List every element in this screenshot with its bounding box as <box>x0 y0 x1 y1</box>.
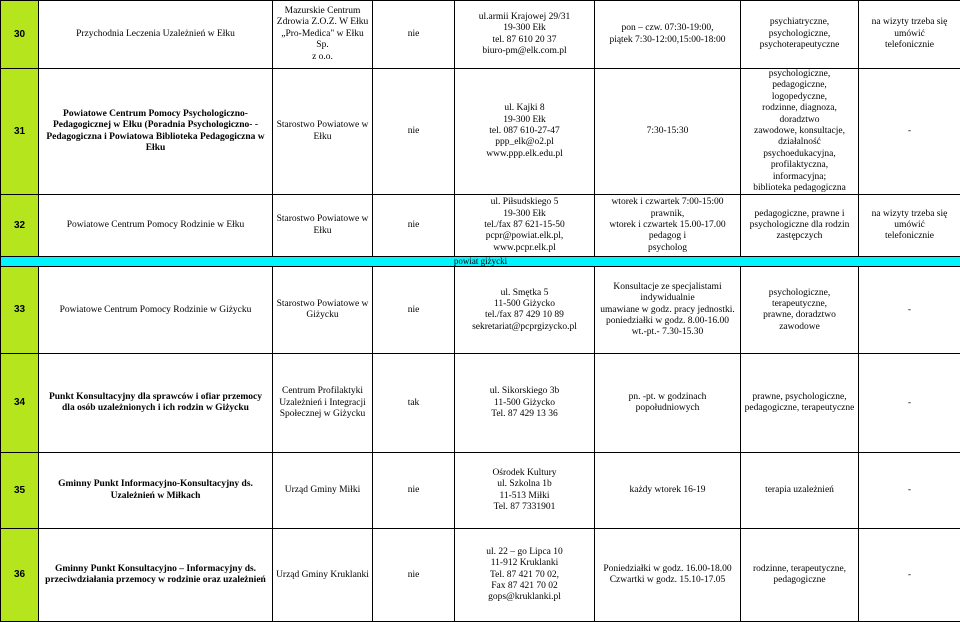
institution-operator: Starostwo Powiatowe w Ełku <box>273 195 373 257</box>
table-row <box>1 529 960 622</box>
remarks: - <box>859 267 960 354</box>
institution-operator: Starostwo Powiatowe w Giżycku <box>273 267 373 354</box>
row-number: 30 <box>1 1 39 69</box>
contact-details: ul.armii Krajowej 29/31 19-300 Ełk tel. 87 610 20 37 biuro-pm@elk.com.pl <box>455 1 595 69</box>
services-offered: psychologiczne, terapeutyczne, prawne, doradztwo zawodowe <box>741 267 859 354</box>
services-offered: pedagogiczne, prawne i psychologiczne dla rodzin zastępczych <box>741 195 859 257</box>
section-label: powiat giżycki <box>1 257 960 267</box>
opening-hours: Konsultacje ze specjalistami indywidualnie umawiane w godz. pracy jednostki. poniedziałki w godz. 8.00-16.00 wt.-pt.- 7.30-15.30 <box>595 267 741 354</box>
institution-name: Powiatowe Centrum Pomocy Psychologiczno-Pedagogicznej w Ełku (Poradnia Psychologiczno- -Pedagogiczna i Powiatowa Biblioteka Pedagogiczna w Ełku <box>39 69 273 195</box>
contact-details: ul. Kajki 8 19-300 Ełk tel. 087 610-27-47 ppp_elk@o2.pl www.ppp.elk.edu.pl <box>455 69 595 195</box>
table-row <box>1 1 960 69</box>
services-offered: psychiatryczne, psychologiczne, psychoterapeutyczne <box>741 1 859 69</box>
fee-required: nie <box>373 69 455 195</box>
row-number: 36 <box>1 529 39 622</box>
row-number: 31 <box>1 69 39 195</box>
contact-details: ul. 22 – go Lipca 10 11-912 Kruklanki Tel. 87 421 70 02, Fax 87 421 70 02 gops@kruklanki.pl <box>455 529 595 622</box>
fee-required: nie <box>373 529 455 622</box>
table-row <box>1 267 960 354</box>
row-number: 34 <box>1 354 39 453</box>
institution-name: Powiatowe Centrum Pomocy Rodzinie w Giżycku <box>39 267 273 354</box>
table-row <box>1 354 960 453</box>
fee-required: tak <box>373 354 455 453</box>
services-offered: psychologiczne, pedagogiczne, logopedyczne, rodzinne, diagnoza, doradztwo zawodowe, konsultacje, działalność psychoedukacyjna, profilaktyczna, informacyjna; biblioteka pedagogiczna <box>741 69 859 195</box>
section-header-row <box>1 257 960 267</box>
remarks: - <box>859 69 960 195</box>
contact-details: ul. Sikorskiego 3b 11-500 Giżycko Tel. 87 429 13 36 <box>455 354 595 453</box>
institution-operator: Mazurskie Centrum Zdrowia Z.O.Z. W Ełku „Pro-Medica" w Ełku Sp. z o.o. <box>273 1 373 69</box>
remarks: - <box>859 354 960 453</box>
institution-name: Gminny Punkt Konsultacyjno – Informacyjny ds. przeciwdziałania przemocy w rodzinie oraz uzależnień <box>39 529 273 622</box>
remarks: na wizyty trzeba się umówić telefonicznie <box>859 1 960 69</box>
fee-required: nie <box>373 1 455 69</box>
institution-name: Punkt Konsultacyjny dla sprawców i ofiar przemocy dla osób uzależnionych i ich rodzin w Giżycku <box>39 354 273 453</box>
contact-details: Ośrodek Kultury ul. Szkolna 1b 11-513 Miłki Tel. 87 7331901 <box>455 453 595 529</box>
opening-hours: wtorek i czwartek 7:00-15:00 prawnik, wtorek i czwartek 15.00-17.00 pedagog i psycholog <box>595 195 741 257</box>
remarks: - <box>859 453 960 529</box>
remarks: - <box>859 529 960 622</box>
fee-required: nie <box>373 453 455 529</box>
remarks: na wizyty trzeba się umówić telefonicznie <box>859 195 960 257</box>
contact-details: ul. Piłsudskiego 5 19-300 Ełk tel./fax 87 621-15-50 pcpr@powiat.elk.pl, www.pcpr.elk.pl <box>455 195 595 257</box>
opening-hours: 7:30-15:30 <box>595 69 741 195</box>
table-row <box>1 195 960 257</box>
opening-hours: pn. -pt. w godzinach popołudniowych <box>595 354 741 453</box>
services-offered: rodzinne, terapeutyczne, pedagogiczne <box>741 529 859 622</box>
opening-hours: każdy wtorek 16-19 <box>595 453 741 529</box>
services-offered: prawne, psychologiczne, pedagogiczne, terapeutyczne <box>741 354 859 453</box>
row-number: 32 <box>1 195 39 257</box>
institution-operator: Urząd Gminy Kruklanki <box>273 529 373 622</box>
fee-required: nie <box>373 195 455 257</box>
table-row <box>1 69 960 195</box>
institution-name: Powiatowe Centrum Pomocy Rodzinie w Ełku <box>39 195 273 257</box>
institution-operator: Urząd Gminy Miłki <box>273 453 373 529</box>
opening-hours: Poniedziałki w godz. 16.00-18.00 Czwartki w godz. 15.10-17.05 <box>595 529 741 622</box>
services-offered: terapia uzależnień <box>741 453 859 529</box>
opening-hours: pon – czw. 07:30-19:00, piątek 7:30-12:00,15:00-18:00 <box>595 1 741 69</box>
contact-details: ul. Smętka 5 11-500 Giżycko tel./fax 87 429 10 89 sekretariat@pcprgizycko.pl <box>455 267 595 354</box>
row-number: 35 <box>1 453 39 529</box>
institution-operator: Centrum Profilaktyki Uzależnień i Integracji Społecznej w Giżycku <box>273 354 373 453</box>
fee-required: nie <box>373 267 455 354</box>
institution-name: Gminny Punkt Informacyjno-Konsultacyjny ds. Uzależnień w Miłkach <box>39 453 273 529</box>
table-row <box>1 453 960 529</box>
institution-operator: Starostwo Powiatowe w Ełku <box>273 69 373 195</box>
institution-name: Przychodnia Leczenia Uzależnień w Ełku <box>39 1 273 69</box>
row-number: 33 <box>1 267 39 354</box>
